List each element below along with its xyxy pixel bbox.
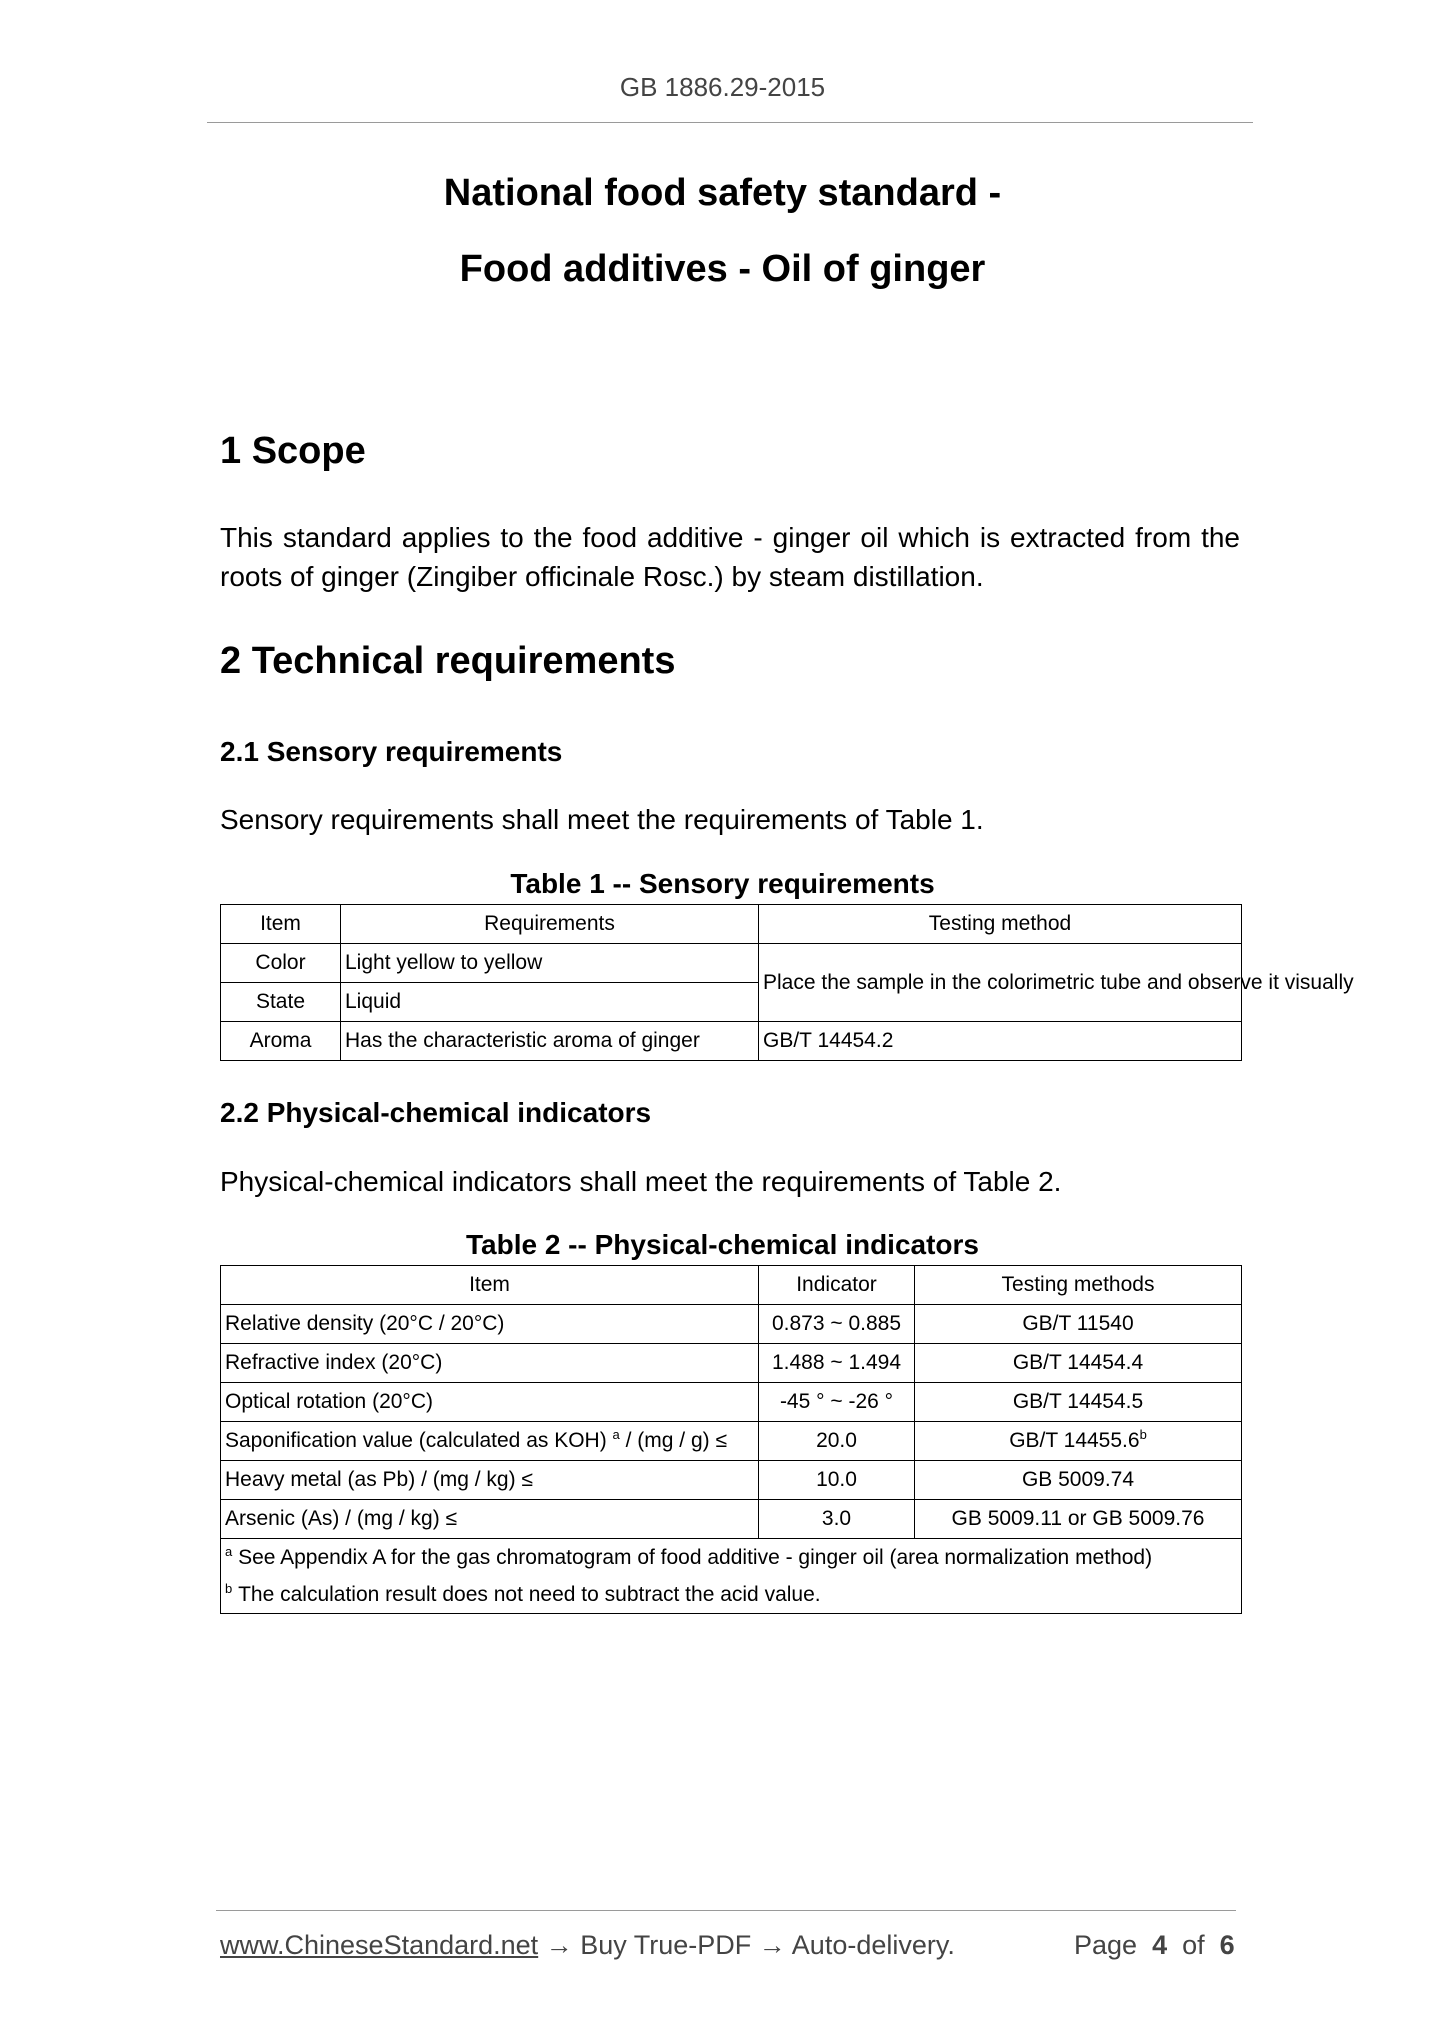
document-code: GB 1886.29-2015 (619, 72, 826, 102)
table2-cell-item: Arsenic (As) / (mg / kg) ≤ (221, 1500, 759, 1539)
page-current: 4 (1152, 1930, 1168, 1960)
table2-cell-indicator: 3.0 (759, 1500, 915, 1539)
table2-notes (221, 1539, 1242, 1614)
sensory-heading: 2.1 Sensory requirements (220, 736, 563, 767)
table2-notes-row (221, 1539, 1242, 1614)
table-row (221, 1305, 1242, 1344)
table-row (221, 1022, 1242, 1061)
table2-header-testing-methods: Testing methods (915, 1266, 1242, 1305)
scope-text: This standard applies to the food additive - ginger oil which is extracted from the roots of ginger (Zingiber officinale Rosc.) by steam distillation. (220, 522, 1240, 592)
footer-links (220, 1930, 955, 1961)
footnote-marker: a (612, 1427, 620, 1442)
table2-header-row (221, 1266, 1242, 1305)
table2-cell-method: GB/T 14454.4 (915, 1344, 1242, 1383)
table1-cell-merged-method: Place the sample in the colorimetric tube and observe it visually (759, 944, 1242, 1022)
page-of-label: of (1182, 1930, 1205, 1960)
table-row (221, 1500, 1242, 1539)
physchem-text: Physical-chemical indicators shall meet the requirements of Table 2. (220, 1166, 1062, 1197)
table2-cell-method: GB 5009.74 (915, 1461, 1242, 1500)
table1-cell-requirement: Light yellow to yellow (341, 944, 759, 983)
table2-cell-method: GB/T 14454.5 (915, 1383, 1242, 1422)
table2-method-text: GB/T 14455.6 (1009, 1429, 1140, 1452)
page-total: 6 (1219, 1930, 1235, 1960)
page-indicator (1074, 1930, 1235, 1961)
table2-cell-indicator: -45 ° ~ -26 ° (759, 1383, 915, 1422)
table2-cell-item: Refractive index (20°C) (221, 1344, 759, 1383)
table2-item-suffix: / (mg / g) ≤ (619, 1429, 727, 1452)
table-row (221, 944, 1242, 983)
table2-cell-method: GB/T 11540 (915, 1305, 1242, 1344)
table2-cell-method (915, 1422, 1242, 1461)
table1-header-item: Item (221, 905, 341, 944)
table2-physical-chemical-indicators (220, 1265, 1242, 1614)
table2-note-b (225, 1576, 1237, 1613)
table1-sensory-requirements (220, 904, 1354, 1061)
sensory-text: Sensory requirements shall meet the requirements of Table 1. (220, 804, 984, 835)
technical-heading: 2 Technical requirements (220, 640, 676, 682)
page-label: Page (1074, 1930, 1138, 1960)
scope-heading: 1 Scope (220, 430, 366, 472)
table2-cell-indicator: 0.873 ~ 0.885 (759, 1305, 915, 1344)
table1-cell-requirement: Has the characteristic aroma of ginger (341, 1022, 759, 1061)
note-text: See Appendix A for the gas chromatogram of food additive - ginger oil (area normalization method) (238, 1546, 1153, 1569)
header-divider (207, 122, 1253, 123)
table-row (221, 1461, 1242, 1500)
table2-header-indicator: Indicator (759, 1266, 915, 1305)
arrow-right-icon: → (758, 1930, 786, 1960)
table1-cell-item: Color (221, 944, 341, 983)
table-row (221, 1383, 1242, 1422)
table2-cell-item: Optical rotation (20°C) (221, 1383, 759, 1422)
table2-cell-indicator: 10.0 (759, 1461, 915, 1500)
table2-cell-method: GB 5009.11 or GB 5009.76 (915, 1500, 1242, 1539)
table1-header-requirements: Requirements (341, 905, 759, 944)
table1-header-row (221, 905, 1242, 944)
table2-note-a (225, 1539, 1237, 1576)
document-title-line2: Food additives - Oil of ginger (459, 248, 986, 290)
site-link[interactable]: www.ChineseStandard.net (220, 1930, 539, 1960)
table1-cell-requirement: Liquid (341, 983, 759, 1022)
auto-delivery-text: Auto-delivery. (791, 1930, 955, 1960)
table2-cell-item: Relative density (20°C / 20°C) (221, 1305, 759, 1344)
table1-cell-item: State (221, 983, 341, 1022)
footnote-marker: b (1139, 1427, 1147, 1442)
table2-cell-indicator: 1.488 ~ 1.494 (759, 1344, 915, 1383)
table2-caption: Table 2 -- Physical-chemical indicators (466, 1229, 979, 1260)
table1-cell-method: GB/T 14454.2 (759, 1022, 1242, 1061)
note-text: The calculation result does not need to subtract the acid value. (238, 1583, 821, 1606)
table1-header-testing-method: Testing method (759, 905, 1242, 944)
table1-cell-item: Aroma (221, 1022, 341, 1061)
table2-cell-item: Heavy metal (as Pb) / (mg / kg) ≤ (221, 1461, 759, 1500)
footnote-marker: a (225, 1544, 233, 1559)
footer-divider (216, 1910, 1236, 1911)
table2-cell-item (221, 1422, 759, 1461)
physchem-heading: 2.2 Physical-chemical indicators (220, 1097, 652, 1128)
table2-header-item: Item (221, 1266, 759, 1305)
table-row (221, 1422, 1242, 1461)
table-row (221, 1344, 1242, 1383)
document-title-line1: National food safety standard - (443, 172, 1002, 214)
table2-item-text: Saponification value (calculated as KOH) (225, 1429, 607, 1452)
arrow-right-icon: → (545, 1930, 573, 1960)
footnote-marker: b (225, 1581, 233, 1596)
table2-cell-indicator: 20.0 (759, 1422, 915, 1461)
buy-true-pdf-link[interactable]: Buy True-PDF (580, 1930, 752, 1960)
table1-caption: Table 1 -- Sensory requirements (510, 868, 935, 899)
